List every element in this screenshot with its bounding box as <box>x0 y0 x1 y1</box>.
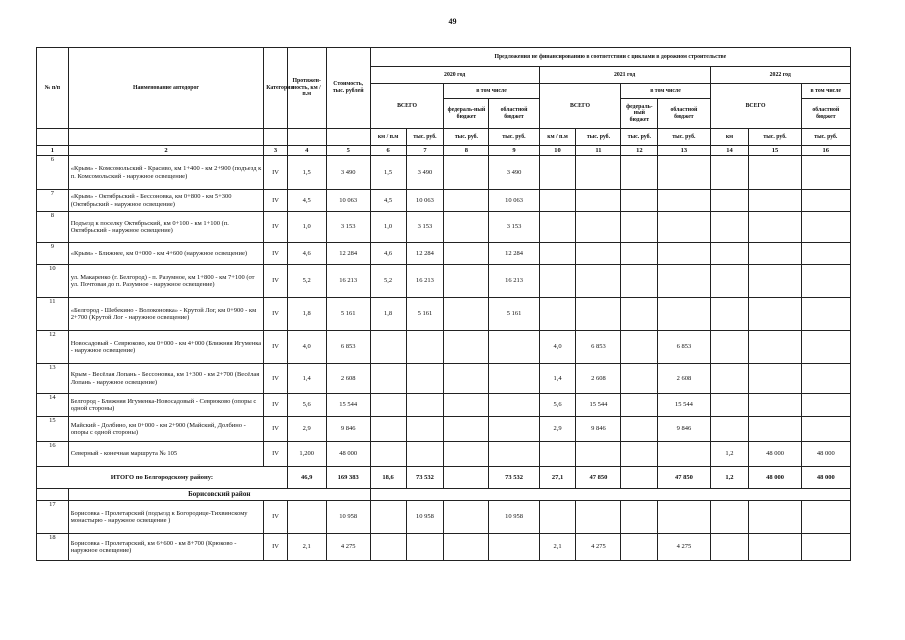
header-2021-total: ВСЕГО <box>539 84 621 129</box>
row-number: 6 <box>37 156 69 190</box>
road-name: Северный - конечная маршрута № 105 <box>68 442 264 467</box>
road-name: Майский - Долбино, км 0+000 - км 2+900 (Майский, Долбино - опоры с одной стороны) <box>68 417 264 442</box>
value-c15 <box>749 265 801 298</box>
table-row <box>37 265 851 298</box>
colnum: 4 <box>287 146 326 156</box>
road-category: IV <box>264 501 288 534</box>
value-c16 <box>801 190 850 212</box>
colnum: 11 <box>576 146 621 156</box>
section-row <box>37 489 851 501</box>
unit-2021-km: км / п.м <box>539 129 576 146</box>
road-category: IV <box>264 534 288 561</box>
value-c7: 10 063 <box>406 190 444 212</box>
value-c9 <box>489 442 539 467</box>
colnum: 9 <box>489 146 539 156</box>
value-c13: 9 846 <box>658 417 710 442</box>
value-c12 <box>621 442 658 467</box>
page-number: 49 <box>448 17 457 26</box>
value-c13: 6 853 <box>658 331 710 364</box>
value-c7: 5 161 <box>406 298 444 331</box>
value-c14 <box>710 212 749 243</box>
value-c11: 2 608 <box>576 364 621 394</box>
value-c6 <box>370 534 406 561</box>
value-c16 <box>801 501 850 534</box>
value-c8 <box>444 265 489 298</box>
value-c14 <box>710 394 749 417</box>
value-c11 <box>576 243 621 265</box>
value-c8 <box>444 394 489 417</box>
value-c12 <box>621 331 658 364</box>
value-c6 <box>370 364 406 394</box>
value-c15 <box>749 417 801 442</box>
road-cost: 12 284 <box>326 243 370 265</box>
total-c14: 1,2 <box>710 467 749 489</box>
total-c9: 73 532 <box>489 467 539 489</box>
road-length: 1,0 <box>287 212 326 243</box>
header-year-2021: 2021 год <box>539 67 710 84</box>
header-cost: Стоимость, тыс. рублей <box>326 48 370 129</box>
value-c8 <box>444 156 489 190</box>
value-c15 <box>749 534 801 561</box>
value-c9 <box>489 394 539 417</box>
road-category: IV <box>264 298 288 331</box>
road-category: IV <box>264 212 288 243</box>
road-cost: 10 063 <box>326 190 370 212</box>
row-number: 15 <box>37 417 69 442</box>
total-length: 46,9 <box>287 467 326 489</box>
value-c7: 3 153 <box>406 212 444 243</box>
header-no: № п/п <box>37 48 69 129</box>
total-row <box>37 467 851 489</box>
value-c9: 3 490 <box>489 156 539 190</box>
value-c13 <box>658 156 710 190</box>
value-c15 <box>749 156 801 190</box>
road-cost: 6 853 <box>326 331 370 364</box>
unit-2021-rub: тыс. руб. <box>576 129 621 146</box>
value-c15 <box>749 190 801 212</box>
value-c6: 1,0 <box>370 212 406 243</box>
value-c7 <box>406 442 444 467</box>
value-c13 <box>658 442 710 467</box>
value-c10: 1,4 <box>539 364 576 394</box>
value-c10 <box>539 243 576 265</box>
road-length: 1,8 <box>287 298 326 331</box>
road-category: IV <box>264 265 288 298</box>
value-c13 <box>658 190 710 212</box>
row-number: 8 <box>37 212 69 243</box>
road-length: 4,0 <box>287 331 326 364</box>
colnum: 1 <box>37 146 69 156</box>
road-length: 5,6 <box>287 394 326 417</box>
total-label: ИТОГО по Белгородскому району: <box>37 467 288 489</box>
value-c12 <box>621 364 658 394</box>
total-c16: 48 000 <box>801 467 850 489</box>
value-c6 <box>370 442 406 467</box>
value-c9 <box>489 534 539 561</box>
value-c14 <box>710 331 749 364</box>
colnum: 15 <box>749 146 801 156</box>
value-c12 <box>621 190 658 212</box>
value-c11 <box>576 190 621 212</box>
road-cost: 16 213 <box>326 265 370 298</box>
value-c10 <box>539 156 576 190</box>
colnum: 8 <box>444 146 489 156</box>
value-c13 <box>658 501 710 534</box>
road-cost: 15 544 <box>326 394 370 417</box>
header-2022-incl: в том числе <box>801 84 850 99</box>
colnum: 5 <box>326 146 370 156</box>
road-length: 1,4 <box>287 364 326 394</box>
table-row <box>37 501 851 534</box>
road-length: 2,1 <box>287 534 326 561</box>
total-c15: 48 000 <box>749 467 801 489</box>
value-c12 <box>621 534 658 561</box>
value-c14 <box>710 298 749 331</box>
value-c7 <box>406 417 444 442</box>
value-c10 <box>539 265 576 298</box>
road-category: IV <box>264 364 288 394</box>
section-spacer <box>37 489 69 501</box>
road-cost: 5 161 <box>326 298 370 331</box>
value-c7: 3 490 <box>406 156 444 190</box>
header-2022-total: ВСЕГО <box>710 84 801 129</box>
road-name: Подъезд к поселку Октябрьский, км 0+100 - км 1+100 (п. Октябрьский - наружное освещение) <box>68 212 264 243</box>
row-number: 10 <box>37 265 69 298</box>
value-c13 <box>658 212 710 243</box>
table-row <box>37 534 851 561</box>
row-number: 11 <box>37 298 69 331</box>
value-c12 <box>621 394 658 417</box>
table-row <box>37 190 851 212</box>
header-2021-oblast: областной бюджет <box>658 99 710 129</box>
value-c14 <box>710 534 749 561</box>
value-c11 <box>576 265 621 298</box>
section-title: Борисовский район <box>68 489 370 501</box>
value-c16 <box>801 331 850 364</box>
value-c12 <box>621 243 658 265</box>
road-cost: 3 490 <box>326 156 370 190</box>
header-2020-oblast: областной бюджет <box>489 99 539 129</box>
header-2021-incl: в том числе <box>621 84 710 99</box>
colnum: 12 <box>621 146 658 156</box>
road-length: 4,5 <box>287 190 326 212</box>
value-c10 <box>539 190 576 212</box>
value-c14 <box>710 364 749 394</box>
value-c16 <box>801 298 850 331</box>
value-c9: 5 161 <box>489 298 539 331</box>
header-2020-federal: федераль-ный бюджет <box>444 99 489 129</box>
table-row <box>37 394 851 417</box>
colnum: 13 <box>658 146 710 156</box>
road-cost: 9 846 <box>326 417 370 442</box>
colnum: 3 <box>264 146 288 156</box>
row-number: 16 <box>37 442 69 467</box>
value-c14 <box>710 243 749 265</box>
road-name: «Крым» - Комсомольский - Красиво, км 1+400 - км 2+900 (подъезд к п. Комсомольский - наружное освещение) <box>68 156 264 190</box>
road-cost: 4 275 <box>326 534 370 561</box>
value-c6: 4,5 <box>370 190 406 212</box>
value-c8 <box>444 417 489 442</box>
total-cost: 169 383 <box>326 467 370 489</box>
value-c14 <box>710 156 749 190</box>
road-category: IV <box>264 156 288 190</box>
road-category: IV <box>264 394 288 417</box>
header-2021-federal: федераль-ный бюджет <box>621 99 658 129</box>
table-row <box>37 331 851 364</box>
colnum: 6 <box>370 146 406 156</box>
road-name: Борисовка - Пролетарский, км 6+600 - км 8+700 (Крюково - наружное освещение) <box>68 534 264 561</box>
value-c10: 5,6 <box>539 394 576 417</box>
road-name: «Крым» - Октябрьский - Бессоновка, км 0+800 - км 5+300 (Октябрьский - наружное освещение) <box>68 190 264 212</box>
road-cost: 3 153 <box>326 212 370 243</box>
value-c8 <box>444 534 489 561</box>
road-name: «Крым» - Ближнее, км 0+000 - км 4+600 (наружное освещение) <box>68 243 264 265</box>
value-c6: 1,8 <box>370 298 406 331</box>
colnum: 14 <box>710 146 749 156</box>
table-row <box>37 212 851 243</box>
value-c6: 1,5 <box>370 156 406 190</box>
value-c10 <box>539 298 576 331</box>
value-c10: 2,1 <box>539 534 576 561</box>
table-row <box>37 156 851 190</box>
road-length: 2,9 <box>287 417 326 442</box>
total-c10: 27,1 <box>539 467 576 489</box>
value-c9 <box>489 364 539 394</box>
row-number: 12 <box>37 331 69 364</box>
header-category: Категория <box>264 48 288 129</box>
road-length: 4,6 <box>287 243 326 265</box>
value-c6 <box>370 394 406 417</box>
value-c7: 16 213 <box>406 265 444 298</box>
value-c7 <box>406 534 444 561</box>
road-name: Белгород - Ближняя Игуменка-Новосадовый - Севрюково (опоры с одной стороны) <box>68 394 264 417</box>
table-row <box>37 364 851 394</box>
value-c11 <box>576 212 621 243</box>
value-c7 <box>406 394 444 417</box>
road-length: 5,2 <box>287 265 326 298</box>
value-c15 <box>749 212 801 243</box>
value-c12 <box>621 501 658 534</box>
value-c11: 4 275 <box>576 534 621 561</box>
row-number: 18 <box>37 534 69 561</box>
value-c7: 10 958 <box>406 501 444 534</box>
header-proposals: Предложения не финансированию в соответствии с циклами в дорожном строительстве <box>370 48 850 67</box>
value-c9: 3 153 <box>489 212 539 243</box>
value-c9: 10 958 <box>489 501 539 534</box>
value-c15 <box>749 364 801 394</box>
road-category: IV <box>264 331 288 364</box>
road-name: Борисовка - Пролетарский (подъезд к Богородице-Тихвинскому монастырю - наружное освещение ) <box>68 501 264 534</box>
road-cost: 10 958 <box>326 501 370 534</box>
table-row <box>37 298 851 331</box>
value-c16 <box>801 534 850 561</box>
value-c15: 48 000 <box>749 442 801 467</box>
value-c8 <box>444 243 489 265</box>
road-category: IV <box>264 243 288 265</box>
value-c7 <box>406 331 444 364</box>
value-c13 <box>658 265 710 298</box>
road-category: IV <box>264 442 288 467</box>
header-year-2020: 2020 год <box>370 67 539 84</box>
colnum: 2 <box>68 146 264 156</box>
value-c14 <box>710 501 749 534</box>
value-c6: 4,6 <box>370 243 406 265</box>
value-c16: 48 000 <box>801 442 850 467</box>
value-c6: 5,2 <box>370 265 406 298</box>
table-row <box>37 442 851 467</box>
row-number: 9 <box>37 243 69 265</box>
road-length: 1,5 <box>287 156 326 190</box>
value-c8 <box>444 212 489 243</box>
total-c11: 47 850 <box>576 467 621 489</box>
value-c9: 12 284 <box>489 243 539 265</box>
colnum: 16 <box>801 146 850 156</box>
value-c11 <box>576 156 621 190</box>
road-cost: 2 608 <box>326 364 370 394</box>
road-cost: 48 000 <box>326 442 370 467</box>
header-2020-total: ВСЕГО <box>370 84 444 129</box>
value-c15 <box>749 331 801 364</box>
row-number: 13 <box>37 364 69 394</box>
value-c6 <box>370 501 406 534</box>
value-c12 <box>621 156 658 190</box>
value-c11: 6 853 <box>576 331 621 364</box>
value-c13 <box>658 298 710 331</box>
header-year-2022: 2022 год <box>710 67 850 84</box>
value-c11 <box>576 298 621 331</box>
value-c9 <box>489 417 539 442</box>
value-c16 <box>801 394 850 417</box>
unit-2020-km: км / п.м <box>370 129 406 146</box>
row-number: 17 <box>37 501 69 534</box>
value-c14: 1,2 <box>710 442 749 467</box>
section-empty <box>370 489 850 501</box>
value-c10 <box>539 212 576 243</box>
value-c11 <box>576 442 621 467</box>
unit-2020-obl-rub: тыс. руб. <box>489 129 539 146</box>
value-c16 <box>801 212 850 243</box>
value-c8 <box>444 190 489 212</box>
value-c8 <box>444 331 489 364</box>
value-c16 <box>801 364 850 394</box>
value-c13 <box>658 243 710 265</box>
value-c8 <box>444 501 489 534</box>
road-name: ул. Макаренко (г. Белгород) - п. Разумное, км 1+800 - км 7+100 (от ул. Почтовая до п. Разумное - наружное освещение) <box>68 265 264 298</box>
value-c9: 16 213 <box>489 265 539 298</box>
unit-2021-fed-rub: тыс. руб. <box>621 129 658 146</box>
unit-2022-rub: тыс. руб. <box>749 129 801 146</box>
header-2020-incl: в том числе <box>444 84 539 99</box>
value-c6 <box>370 417 406 442</box>
header-name: Наименование автодорог <box>68 48 264 129</box>
value-c14 <box>710 417 749 442</box>
value-c10 <box>539 501 576 534</box>
unit-2022-km: км <box>710 129 749 146</box>
road-length: 1,200 <box>287 442 326 467</box>
row-number: 14 <box>37 394 69 417</box>
value-c8 <box>444 364 489 394</box>
value-c12 <box>621 298 658 331</box>
value-c15 <box>749 394 801 417</box>
value-c11: 15 544 <box>576 394 621 417</box>
value-c14 <box>710 190 749 212</box>
value-c8 <box>444 298 489 331</box>
value-c12 <box>621 212 658 243</box>
unit-2021-obl-rub: тыс. руб. <box>658 129 710 146</box>
total-c8 <box>444 467 489 489</box>
value-c9 <box>489 331 539 364</box>
road-length <box>287 501 326 534</box>
header-2022-oblast: областной бюджет <box>801 99 850 129</box>
value-c9: 10 063 <box>489 190 539 212</box>
road-name: «Белгород - Шебекино - Волоконовка» - Крутой Лог, км 0+900 - км 2+700 (Крутой Лог - наружное освещение) <box>68 298 264 331</box>
table-row <box>37 243 851 265</box>
value-c16 <box>801 156 850 190</box>
value-c7 <box>406 364 444 394</box>
value-c13: 4 275 <box>658 534 710 561</box>
value-c12 <box>621 417 658 442</box>
value-c16 <box>801 417 850 442</box>
value-c8 <box>444 442 489 467</box>
value-c16 <box>801 243 850 265</box>
value-c11: 9 846 <box>576 417 621 442</box>
value-c15 <box>749 243 801 265</box>
unit-2020-fed-rub: тыс. руб. <box>444 129 489 146</box>
road-name: Новосадовый - Севрюково, км 0+000 - км 4+000 (Ближняя Игуменка - наружное освещение) <box>68 331 264 364</box>
road-category: IV <box>264 190 288 212</box>
value-c14 <box>710 265 749 298</box>
road-name: Крым - Весёлая Лопань - Бессоновка, км 1+300 - км 2+700 (Весёлая Лопань - наружное освещение) <box>68 364 264 394</box>
budget-table <box>36 47 851 561</box>
value-c10: 4,0 <box>539 331 576 364</box>
total-c6: 18,6 <box>370 467 406 489</box>
unit-2020-rub: тыс. руб. <box>406 129 444 146</box>
total-c12 <box>621 467 658 489</box>
value-c15 <box>749 501 801 534</box>
table-body <box>37 156 851 561</box>
value-c13: 2 608 <box>658 364 710 394</box>
header-length: Протяжен-ность, км / п.м <box>287 48 326 129</box>
unit-2022-obl-rub: тыс. руб. <box>801 129 850 146</box>
value-c6 <box>370 331 406 364</box>
value-c16 <box>801 265 850 298</box>
column-number-row <box>37 146 851 156</box>
value-c13: 15 544 <box>658 394 710 417</box>
row-number: 7 <box>37 190 69 212</box>
road-category: IV <box>264 417 288 442</box>
total-c13: 47 850 <box>658 467 710 489</box>
total-c7: 73 532 <box>406 467 444 489</box>
value-c10: 2,9 <box>539 417 576 442</box>
value-c12 <box>621 265 658 298</box>
table-header <box>37 48 851 156</box>
colnum: 7 <box>406 146 444 156</box>
value-c15 <box>749 298 801 331</box>
value-c7: 12 284 <box>406 243 444 265</box>
colnum: 10 <box>539 146 576 156</box>
value-c10 <box>539 442 576 467</box>
value-c11 <box>576 501 621 534</box>
table-row <box>37 417 851 442</box>
